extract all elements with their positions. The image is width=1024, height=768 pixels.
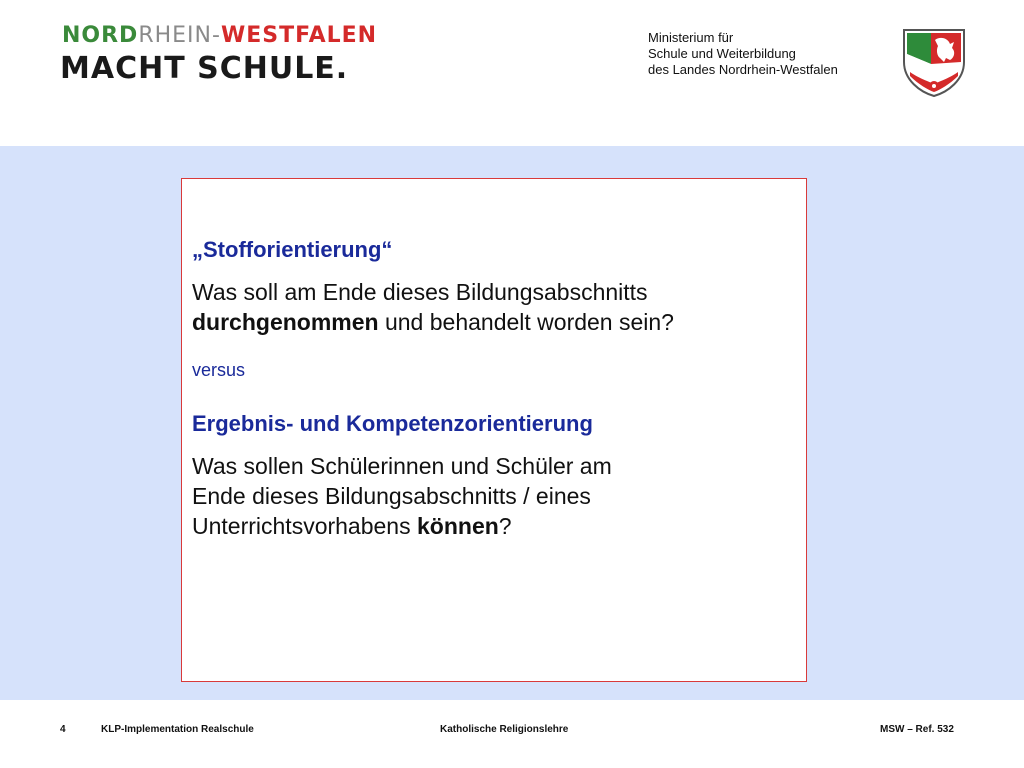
heading-stofforientierung: „Stofforientierung“ xyxy=(192,237,393,262)
question-2-line-1: Was sollen Schülerinnen und Schüler am xyxy=(192,453,612,479)
content-card xyxy=(181,178,807,682)
footer-reference: MSW – Ref. 532 xyxy=(880,724,954,735)
ministry-line-2: Schule und Weiterbildung xyxy=(648,46,796,61)
nrw-macht-schule-logo xyxy=(60,22,378,92)
heading-kompetenzorientierung: Ergebnis- und Kompetenzorientierung xyxy=(192,411,593,436)
logo-word-westfalen: WESTFALEN xyxy=(220,23,378,48)
emphasis-koennen: können xyxy=(417,513,499,539)
logo-word-rhein: RHEIN- xyxy=(138,23,221,48)
question-kompetenzorientierung xyxy=(192,451,792,541)
question-stofforientierung xyxy=(192,277,792,337)
versus-label: versus xyxy=(192,360,246,380)
question-2-line-3-a: Unterrichtsvorhabens xyxy=(192,513,417,539)
logo-line-2: MACHT SCHULE. xyxy=(60,51,349,86)
footer-subject: Katholische Religionslehre xyxy=(440,724,569,735)
question-1-part-b: und behandelt worden sein? xyxy=(378,309,674,335)
card-text-block xyxy=(192,237,792,541)
ministry-line-1: Ministerium für xyxy=(648,30,734,45)
emphasis-durchgenommen: durchgenommen xyxy=(192,309,379,335)
question-2-line-2: Ende dieses Bildungsabschnitts / eines xyxy=(192,483,591,509)
ministry-name xyxy=(648,30,888,78)
logo-word-nord: NORD xyxy=(62,23,139,48)
footer-project: KLP-Implementation Realschule xyxy=(101,724,254,735)
question-2-line-3-b: ? xyxy=(498,513,512,539)
question-1-part-a: Was soll am Ende dieses Bildungsabschnitts xyxy=(192,279,648,305)
nrw-coat-of-arms-icon xyxy=(902,28,966,98)
ministry-line-3: des Landes Nordrhein-Westfalen xyxy=(648,62,838,77)
footer-page-number: 4 xyxy=(60,724,66,735)
logo-line-1 xyxy=(62,24,377,48)
slide-header xyxy=(0,0,1024,146)
slide-footer xyxy=(0,700,1024,768)
